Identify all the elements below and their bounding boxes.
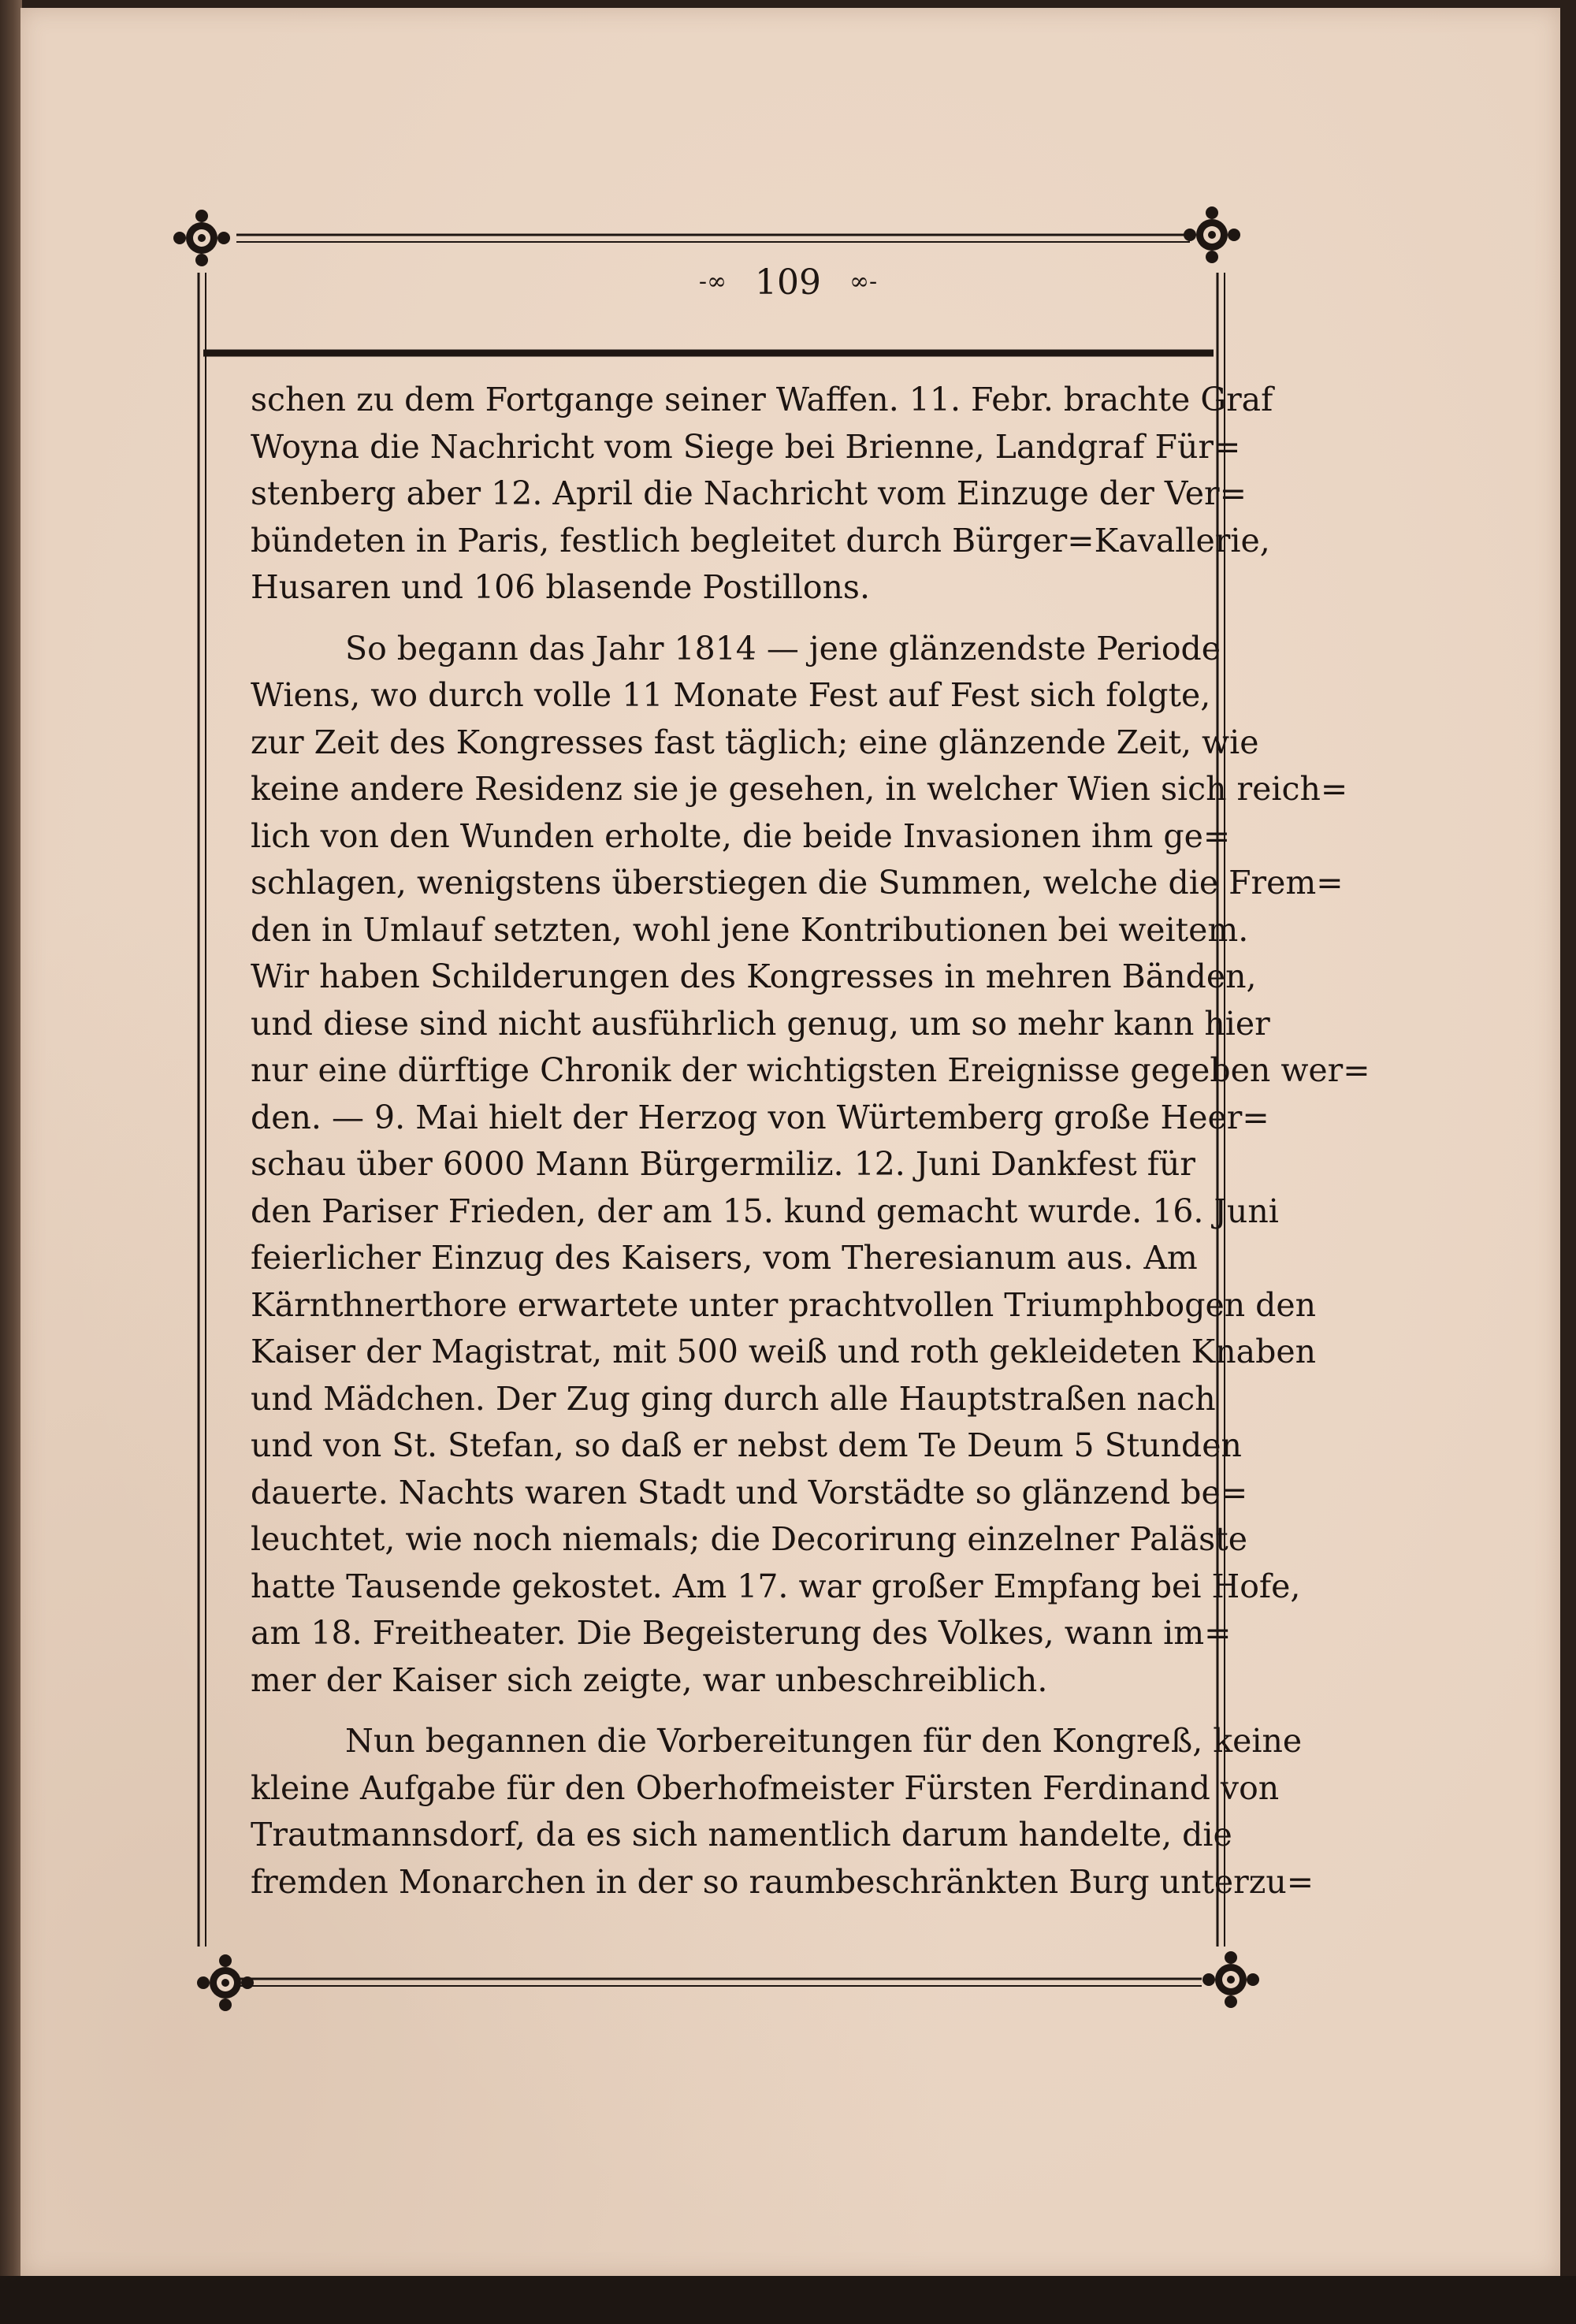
text-line: und von St. Stefan, so daß er nebst dem Te Deum 5 Stunden [251, 1426, 1242, 1464]
paragraph [251, 377, 1273, 612]
text-line: schen zu dem Fortgange seiner Waffen. 11. Febr. brachte Graf [251, 381, 1273, 418]
text-line: Woyna die Nachricht vom Siege bei Brienne, Landgraf Für= [251, 427, 1241, 466]
text-line: Wiens, wo durch volle 11 Monate Fest auf Fest sich folgte, [251, 676, 1211, 714]
page-number: 109 [755, 262, 821, 303]
text-line: keine andere Residenz sie je gesehen, in welcher Wien sich reich= [251, 770, 1348, 808]
text-line: schau über 6000 Mann Bürgermiliz. 12. Juni Dankfest für [251, 1145, 1195, 1183]
text-line: den in Umlauf setzten, wohl jene Kontributionen bei weitem. [251, 910, 1249, 949]
text-line: Nun begannen die Vorbereitungen für den Kongreß, keine [345, 1722, 1303, 1760]
text-line: lich von den Wunden erholte, die beide Invasionen ihm ge= [251, 816, 1231, 855]
text-line: feierlicher Einzug des Kaisers, vom Theresianum aus. Am [251, 1239, 1198, 1277]
header-flourish-right-icon: ∞- [849, 268, 878, 296]
text-line: fremden Monarchen in der so raumbeschränkten Burg unterzu= [251, 1862, 1314, 1901]
page-header [0, 262, 1576, 303]
text-line: und Mädchen. Der Zug ging durch alle Hauptstraßen nach [251, 1379, 1216, 1418]
text-line: den. — 9. Mai hielt der Herzog von Würtemberg große Heer= [251, 1098, 1269, 1136]
text-line: nur eine dürftige Chronik der wichtigsten Ereignisse gegeben wer= [251, 1051, 1370, 1089]
text-line: bündeten in Paris, festlich begleitet durch Bürger=Kavallerie, [251, 521, 1270, 560]
text-line: Husaren und 106 blasende Postillons. [251, 568, 871, 606]
corner-ornament-icon [1201, 1950, 1261, 2010]
text-line: Wir haben Schilderungen des Kongresses in mehren Bänden, [251, 957, 1257, 995]
text-line: mer der Kaiser sich zeigte, war unbeschreiblich. [251, 1660, 1048, 1699]
text-line: den Pariser Frieden, der am 15. kund gemacht wurde. 16. Juni [251, 1192, 1279, 1230]
corner-ornament-icon [172, 208, 232, 268]
text-line: Trautmannsdorf, da es sich namentlich darum handelte, die [251, 1816, 1232, 1854]
text-line: So begann das Jahr 1814 — jene glänzendste Periode [345, 629, 1221, 667]
text-line: leuchtet, wie noch niemals; die Decorirung einzelner Paläste [251, 1520, 1247, 1558]
text-line: Kärnthnerthore erwartete unter prachtvollen Triumphbogen den [251, 1285, 1317, 1324]
text-line: stenberg aber 12. April die Nachricht vom Einzuge der Ver= [251, 474, 1247, 512]
header-flourish-left-icon: -∞ [698, 268, 727, 296]
corner-ornament-icon [1182, 205, 1242, 265]
text-line: schlagen, wenigstens überstiegen die Summen, welche die Frem= [251, 864, 1344, 902]
text-line: hatte Tausende gekostet. Am 17. war großer Empfang bei Hofe, [251, 1567, 1301, 1605]
text-line: zur Zeit des Kongresses fast täglich; eine glänzende Zeit, wie [251, 723, 1259, 761]
paragraph [251, 1718, 1314, 1906]
text-line: Kaiser der Magistrat, mit 500 weiß und roth gekleideten Knaben [251, 1333, 1317, 1370]
text-line: und diese sind nicht ausführlich genug, um so mehr kann hier [251, 1004, 1270, 1043]
corner-ornament-icon [195, 1953, 255, 2013]
body-text [251, 377, 1370, 1906]
text-line: am 18. Freitheater. Die Begeisterung des Volkes, wann im= [251, 1614, 1232, 1652]
text-line: dauerte. Nachts waren Stadt und Vorstädte so glänzend be= [251, 1473, 1248, 1512]
text-line: kleine Aufgabe für den Oberhofmeister Fürsten Ferdinand von [251, 1768, 1280, 1807]
paragraph [251, 626, 1370, 1705]
